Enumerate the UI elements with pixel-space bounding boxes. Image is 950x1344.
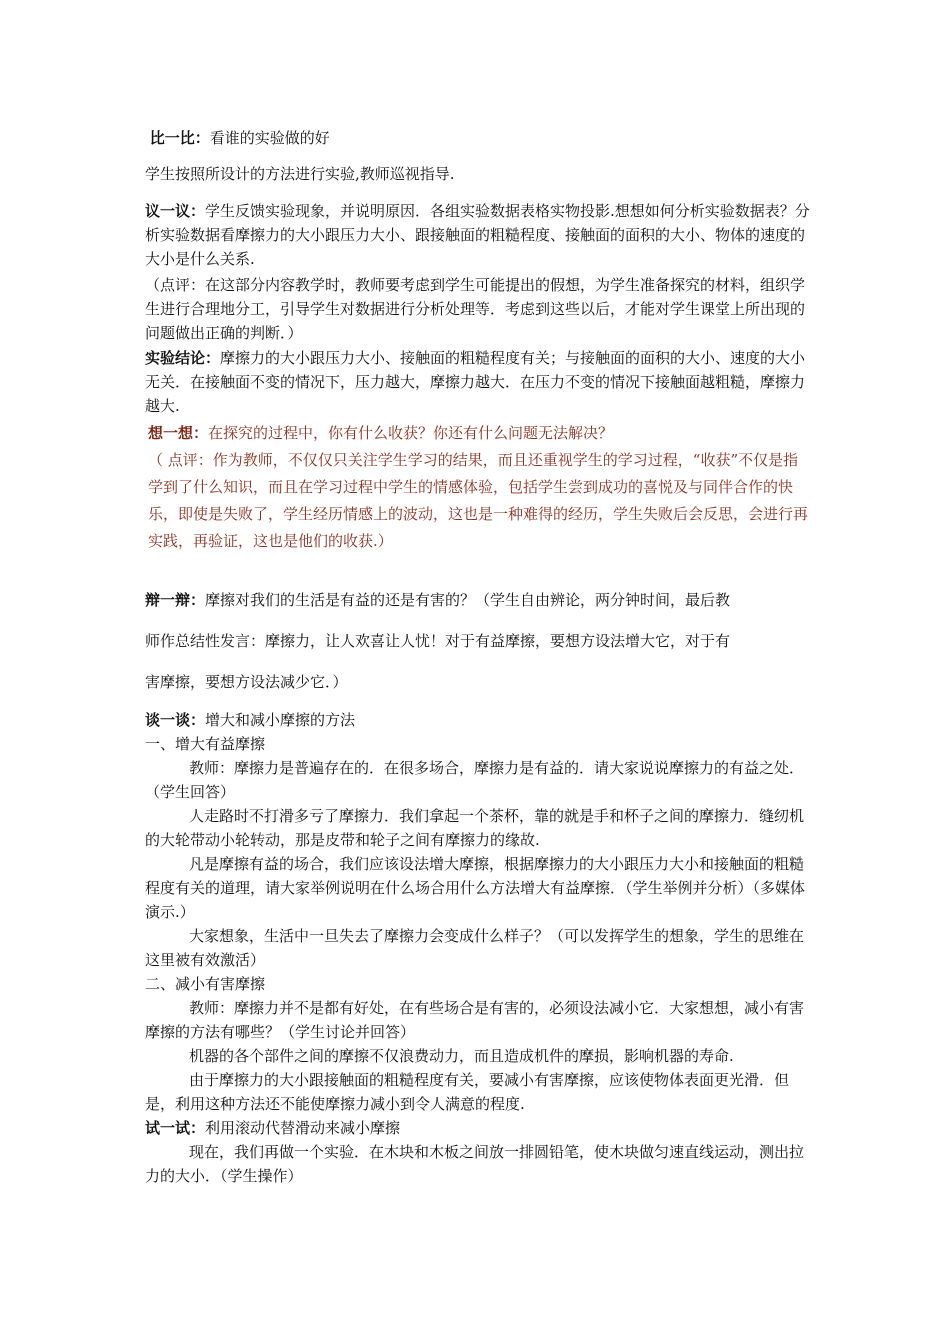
comment1-text: （点评：在这部分内容教学时，教师要考虑到学生可能提出的假想，为学生准备探究的材料，组织学生进行合理地分工，引导学生对数据进行分析处理等．考虑到这些以后，才能对学生课堂上所出现的问题做出正确的判断．） bbox=[145, 276, 806, 342]
conclusion-label: 实验结论： bbox=[145, 349, 221, 367]
yiyiyi-label: 议一议： bbox=[145, 202, 206, 220]
yiyiyi-paragraph bbox=[145, 199, 810, 271]
tanyitan-label: 谈一谈： bbox=[145, 711, 206, 729]
paragraph-2: 人走路时不打滑多亏了摩擦力．我们拿起一个茶杯，靠的就是手和杯子之间的摩擦力．缝纫机的大轮带动小轮转动，那是皮带和轮子之间有摩擦力的缘故. bbox=[145, 807, 805, 849]
section2-heading: 二、减小有害摩擦 bbox=[145, 975, 266, 993]
paragraph-4: 大家想象，生活中一旦失去了摩擦力会变成什么样子？（可以发挥学生的想象，学生的思维在这里被有效激活） bbox=[145, 927, 805, 969]
paragraph-3: 凡是摩擦有益的场合，我们应该设法增大摩擦，根据摩擦力的大小跟压力大小和接触面的粗糙程度有关的道理，请大家举例说明在什么场合用什么方法增大有益摩擦．（学生举例并分析）（多媒体演示.） bbox=[145, 855, 806, 921]
paragraph-5: 教师：摩擦力并不是都有好处，在有些场合是有害的，必须设法减小它．大家想想，减小有害摩擦的方法有哪些？（学生讨论并回答） bbox=[145, 999, 805, 1041]
shiyishi-text: 利用滚动代替滑动来减小摩擦 bbox=[205, 1119, 401, 1137]
bibi-paragraph bbox=[145, 126, 810, 150]
bianyibian-paragraph bbox=[145, 588, 810, 612]
yiyiyi-text: 学生反馈实验现象，并说明原因．各组实验数据表格实物投影.想想如何分析实验数据表？分析实验数据看摩擦力的大小跟压力大小、跟接触面的粗糙程度、接触面的面积的大小、物体的速度的大小是什么关系. bbox=[145, 202, 810, 268]
bianyibian-line2: 师作总结性发言：摩擦力，让人欢喜让人忧！对于有益摩擦，要想方设法增大它，对于有 bbox=[145, 632, 731, 650]
bianyibian-line3: 害摩擦，要想方设法减少它．） bbox=[145, 673, 348, 691]
xiangyixiang-text: 在探究的过程中，你有什么收获？你还有什么问题无法解决？ bbox=[208, 424, 614, 442]
tanyitan-section bbox=[145, 708, 810, 1188]
bianyibian-line3-block bbox=[145, 670, 810, 694]
bibi-label: 比一比： bbox=[149, 129, 210, 147]
bibi-text: 看谁的实验做的好 bbox=[209, 129, 330, 147]
paragraph-8: 现在，我们再做一个实验．在木块和木板之间放一排圆铅笔，使木块做匀速直线运动，测出拉力的大小．（学生操作） bbox=[145, 1143, 805, 1185]
bianyibian-line2-block bbox=[145, 629, 810, 653]
bianyibian-line1: 摩擦对我们的生活是有益的还是有害的？（学生自由辨论，两分钟时间，最后教 bbox=[205, 591, 731, 609]
conclusion-text: 摩擦力的大小跟压力大小、接触面的粗糙程度有关；与接触面的面积的大小、速度的大小无关．在接触面不变的情况下，压力越大，摩擦力越大．在压力不变的情况下接触面越粗糙，摩擦力越大. bbox=[145, 349, 806, 415]
comment2-text: （ 点评：作为教师，不仅仅只关注学生学习的结果，而且还重视学生的学习过程，“收获”不仅是指学到了什么知识，而且在学习过程中学生的情感体验，包括学生尝到成功的喜悦及与同伴合作的快乐，即使是失败了，学生经历情感上的波动，这也是一种难得的经历，学生失败后会反思，会进行再实践，再验证，这也是他们的收获.） bbox=[148, 451, 809, 550]
intro-paragraph bbox=[145, 162, 810, 186]
xiangyixiang-paragraph bbox=[148, 420, 808, 555]
comment1-paragraph bbox=[145, 273, 810, 345]
shiyishi-label: 试一试： bbox=[145, 1119, 206, 1137]
intro-text: 学生按照所设计的方法进行实验,教师巡视指导. bbox=[145, 165, 455, 183]
paragraph-7: 由于摩擦力的大小跟接触面的粗糙程度有关，要减小有害摩擦，应该使物体表面更光滑．但是，利用这种方法还不能使摩擦力减小到令人满意的程度. bbox=[145, 1071, 790, 1113]
tanyitan-text: 增大和减小摩擦的方法 bbox=[205, 711, 356, 729]
paragraph-6: 机器的各个部件之间的摩擦不仅浪费动力，而且造成机件的摩损，影响机器的寿命. bbox=[189, 1047, 734, 1065]
paragraph-1: 教师：摩擦力是普遍存在的．在很多场合，摩擦力是有益的．请大家说说摩擦力的有益之处．（学生回答） bbox=[145, 759, 805, 801]
bianyibian-label: 辩一辩： bbox=[145, 591, 206, 609]
xiangyixiang-label: 想一想： bbox=[148, 424, 209, 442]
section1-heading: 一、增大有益摩擦 bbox=[145, 735, 266, 753]
conclusion-paragraph bbox=[145, 346, 810, 418]
